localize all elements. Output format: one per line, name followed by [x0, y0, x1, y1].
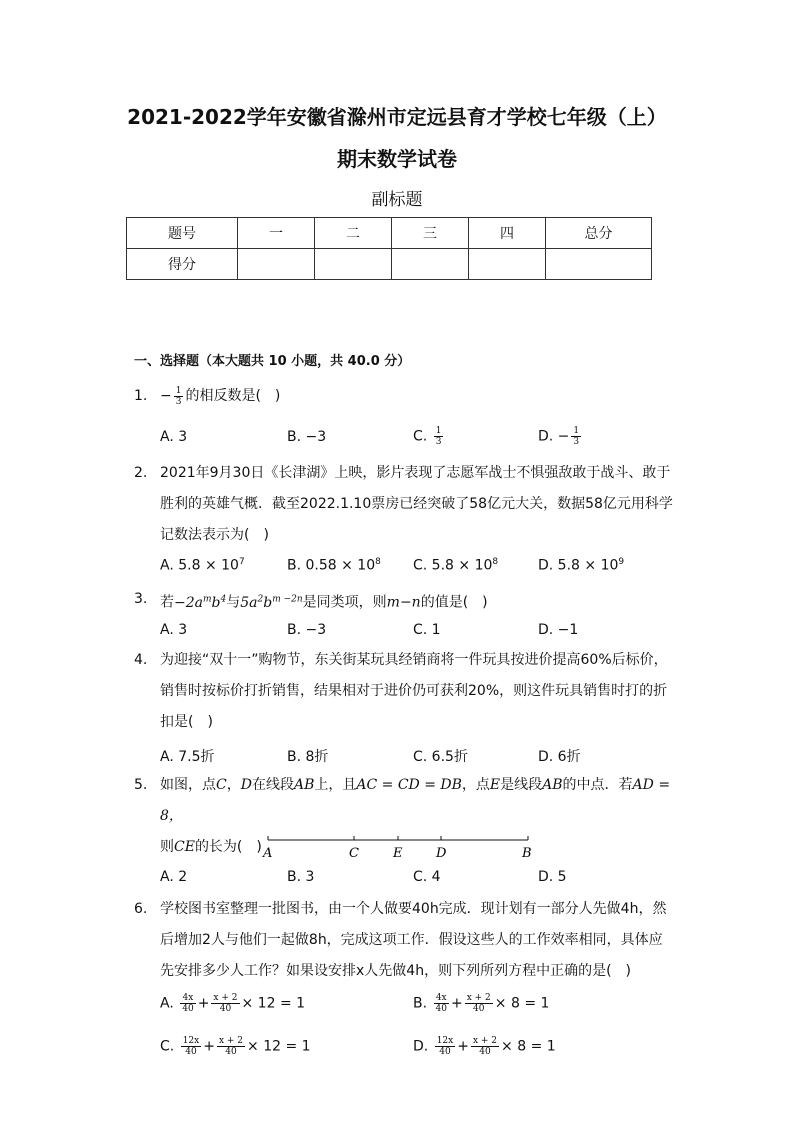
stem-line: 扣是( )	[160, 714, 213, 730]
option-c[interactable]: C. $\frac{12x}{40}$ + $\frac{x + 2}{40}$ × 12 = 1	[160, 1036, 311, 1057]
option-c[interactable]: C. 4	[413, 869, 441, 885]
stem-line: 为迎接“双十一”购物节，东关街某玩具经销商将一件玩具按进价提高60%后标价，	[160, 652, 668, 668]
stem-line: 销售时按标价打折销售，结果相对于进价仍可获利20%，则这件玩具销售时打的折	[160, 683, 668, 699]
stem-line: 学校图书室整理一批图书，由一个人做要40h完成．现计划有一部分人先做4h，然	[160, 901, 667, 917]
stem-line: 后增加2人与他们一起做8h，完成这项工作．假设这些人的工作效率相同，具体应	[160, 932, 663, 948]
option-b[interactable]: B. $\frac{4x}{40}$ + $\frac{x + 2}{40}$ × 8 = 1	[413, 993, 550, 1014]
question-stem-text: 的相反数是( )	[185, 388, 281, 404]
score-cell	[469, 249, 546, 280]
question-3	[134, 584, 674, 619]
question-4	[134, 645, 674, 738]
label-c: C	[349, 846, 359, 861]
score-cell: 得分	[127, 249, 238, 280]
option-c[interactable]: C. 1	[413, 622, 441, 638]
exam-title-line2: 期末数学试卷	[337, 147, 457, 171]
score-cell	[392, 249, 469, 280]
score-cell: 二	[315, 218, 392, 249]
score-cell: 一	[238, 218, 315, 249]
option-b[interactable]: B. 3	[287, 869, 315, 885]
score-cell: 四	[469, 218, 546, 249]
label-e: E	[393, 846, 403, 861]
option-a[interactable]: A. $\frac{4x}{40}$ + $\frac{x + 2}{40}$ × 12 = 1	[160, 993, 306, 1014]
label-b: B	[522, 846, 532, 861]
question-stem	[160, 894, 694, 987]
option-b[interactable]: B. −3	[287, 622, 327, 638]
option-a[interactable]: A. 2	[160, 869, 188, 885]
question-number: 6.	[134, 901, 148, 917]
option-c[interactable]: C. $\frac{1}{3}$	[413, 426, 442, 447]
option-b[interactable]: B. $0.58 \times 10^8$	[287, 557, 381, 574]
score-cell: 三	[392, 218, 469, 249]
question-number: 2.	[134, 465, 148, 481]
score-cell: 题号	[127, 218, 238, 249]
option-c[interactable]: C. $5.8 \times 10^8$	[413, 557, 499, 574]
option-a[interactable]: A. 3	[160, 429, 188, 445]
option-c[interactable]: C. 6.5折	[413, 749, 468, 765]
stem-line: 则CE的长为( )	[160, 839, 262, 855]
score-table	[126, 217, 652, 280]
question-number: 4.	[134, 652, 148, 668]
option-d[interactable]: D. $\frac{12x}{40}$ + $\frac{x + 2}{40}$ × 8 = 1	[413, 1036, 556, 1057]
option-d[interactable]: D. −1	[538, 622, 579, 638]
label-d: D	[436, 846, 447, 861]
section-heading: 一、选择题（本大题共 10 小题，共 40.0 分）	[134, 354, 411, 369]
score-cell	[238, 249, 315, 280]
label-a: A	[263, 846, 273, 861]
question-number: 5.	[134, 777, 148, 793]
question-1	[134, 381, 674, 412]
stem-line: 胜利的英雄气概．截至2022.1.10票房已经突破了58亿元大关，数据58亿元用科学	[160, 496, 673, 512]
stem-line: 如图，点C，D在线段AB上，且AC = CD = DB，点E是线段AB的中点．若AD = 8，	[160, 777, 671, 824]
score-table-header-row	[127, 218, 652, 249]
option-d[interactable]: D. 6折	[538, 749, 581, 765]
question-6	[134, 894, 694, 987]
option-d[interactable]: D. − $\frac{1}{3}$	[538, 426, 580, 447]
question-stem	[160, 645, 674, 738]
question-stem	[160, 458, 674, 551]
score-cell	[546, 249, 652, 280]
stem-line: 记数法表示为( )	[160, 527, 269, 543]
option-d[interactable]: D. 5	[538, 869, 567, 885]
subtitle: 副标题	[371, 190, 423, 210]
option-b[interactable]: B. 8折	[287, 749, 329, 765]
question-number: 1.	[134, 388, 148, 404]
question-2	[134, 458, 674, 551]
option-b[interactable]: B. −3	[287, 429, 327, 445]
segment-figure	[260, 832, 540, 862]
question-stem: 若$-2a^mb^4$与$5a^2b^{m -2n}$是同类项，则m−n的值是( )	[160, 594, 488, 611]
option-a[interactable]: A. 7.5折	[160, 749, 215, 765]
stem-line: 2021年9月30日《长津湖》上映，影片表现了志愿军战士不惧强敌敢于战斗、敢于	[160, 465, 671, 481]
stem-line: 先安排多少人工作？如果设安排x人先做4h，则下列所列方程中正确的是( )	[160, 963, 631, 979]
score-cell	[315, 249, 392, 280]
score-table-score-row	[127, 249, 652, 280]
question-number: 3.	[134, 591, 148, 607]
question-stem: − $\frac{1}{3}$ 的相反数是( )	[160, 385, 281, 407]
option-a[interactable]: A. $5.8 \times 10^7$	[160, 557, 245, 574]
option-d[interactable]: D. $5.8 \times 10^9$	[538, 557, 625, 574]
option-a[interactable]: A. 3	[160, 622, 188, 638]
score-cell: 总分	[546, 218, 652, 249]
exam-title-line1: 2021-2022学年安徽省滁州市定远县育才学校七年级（上）	[127, 105, 667, 129]
